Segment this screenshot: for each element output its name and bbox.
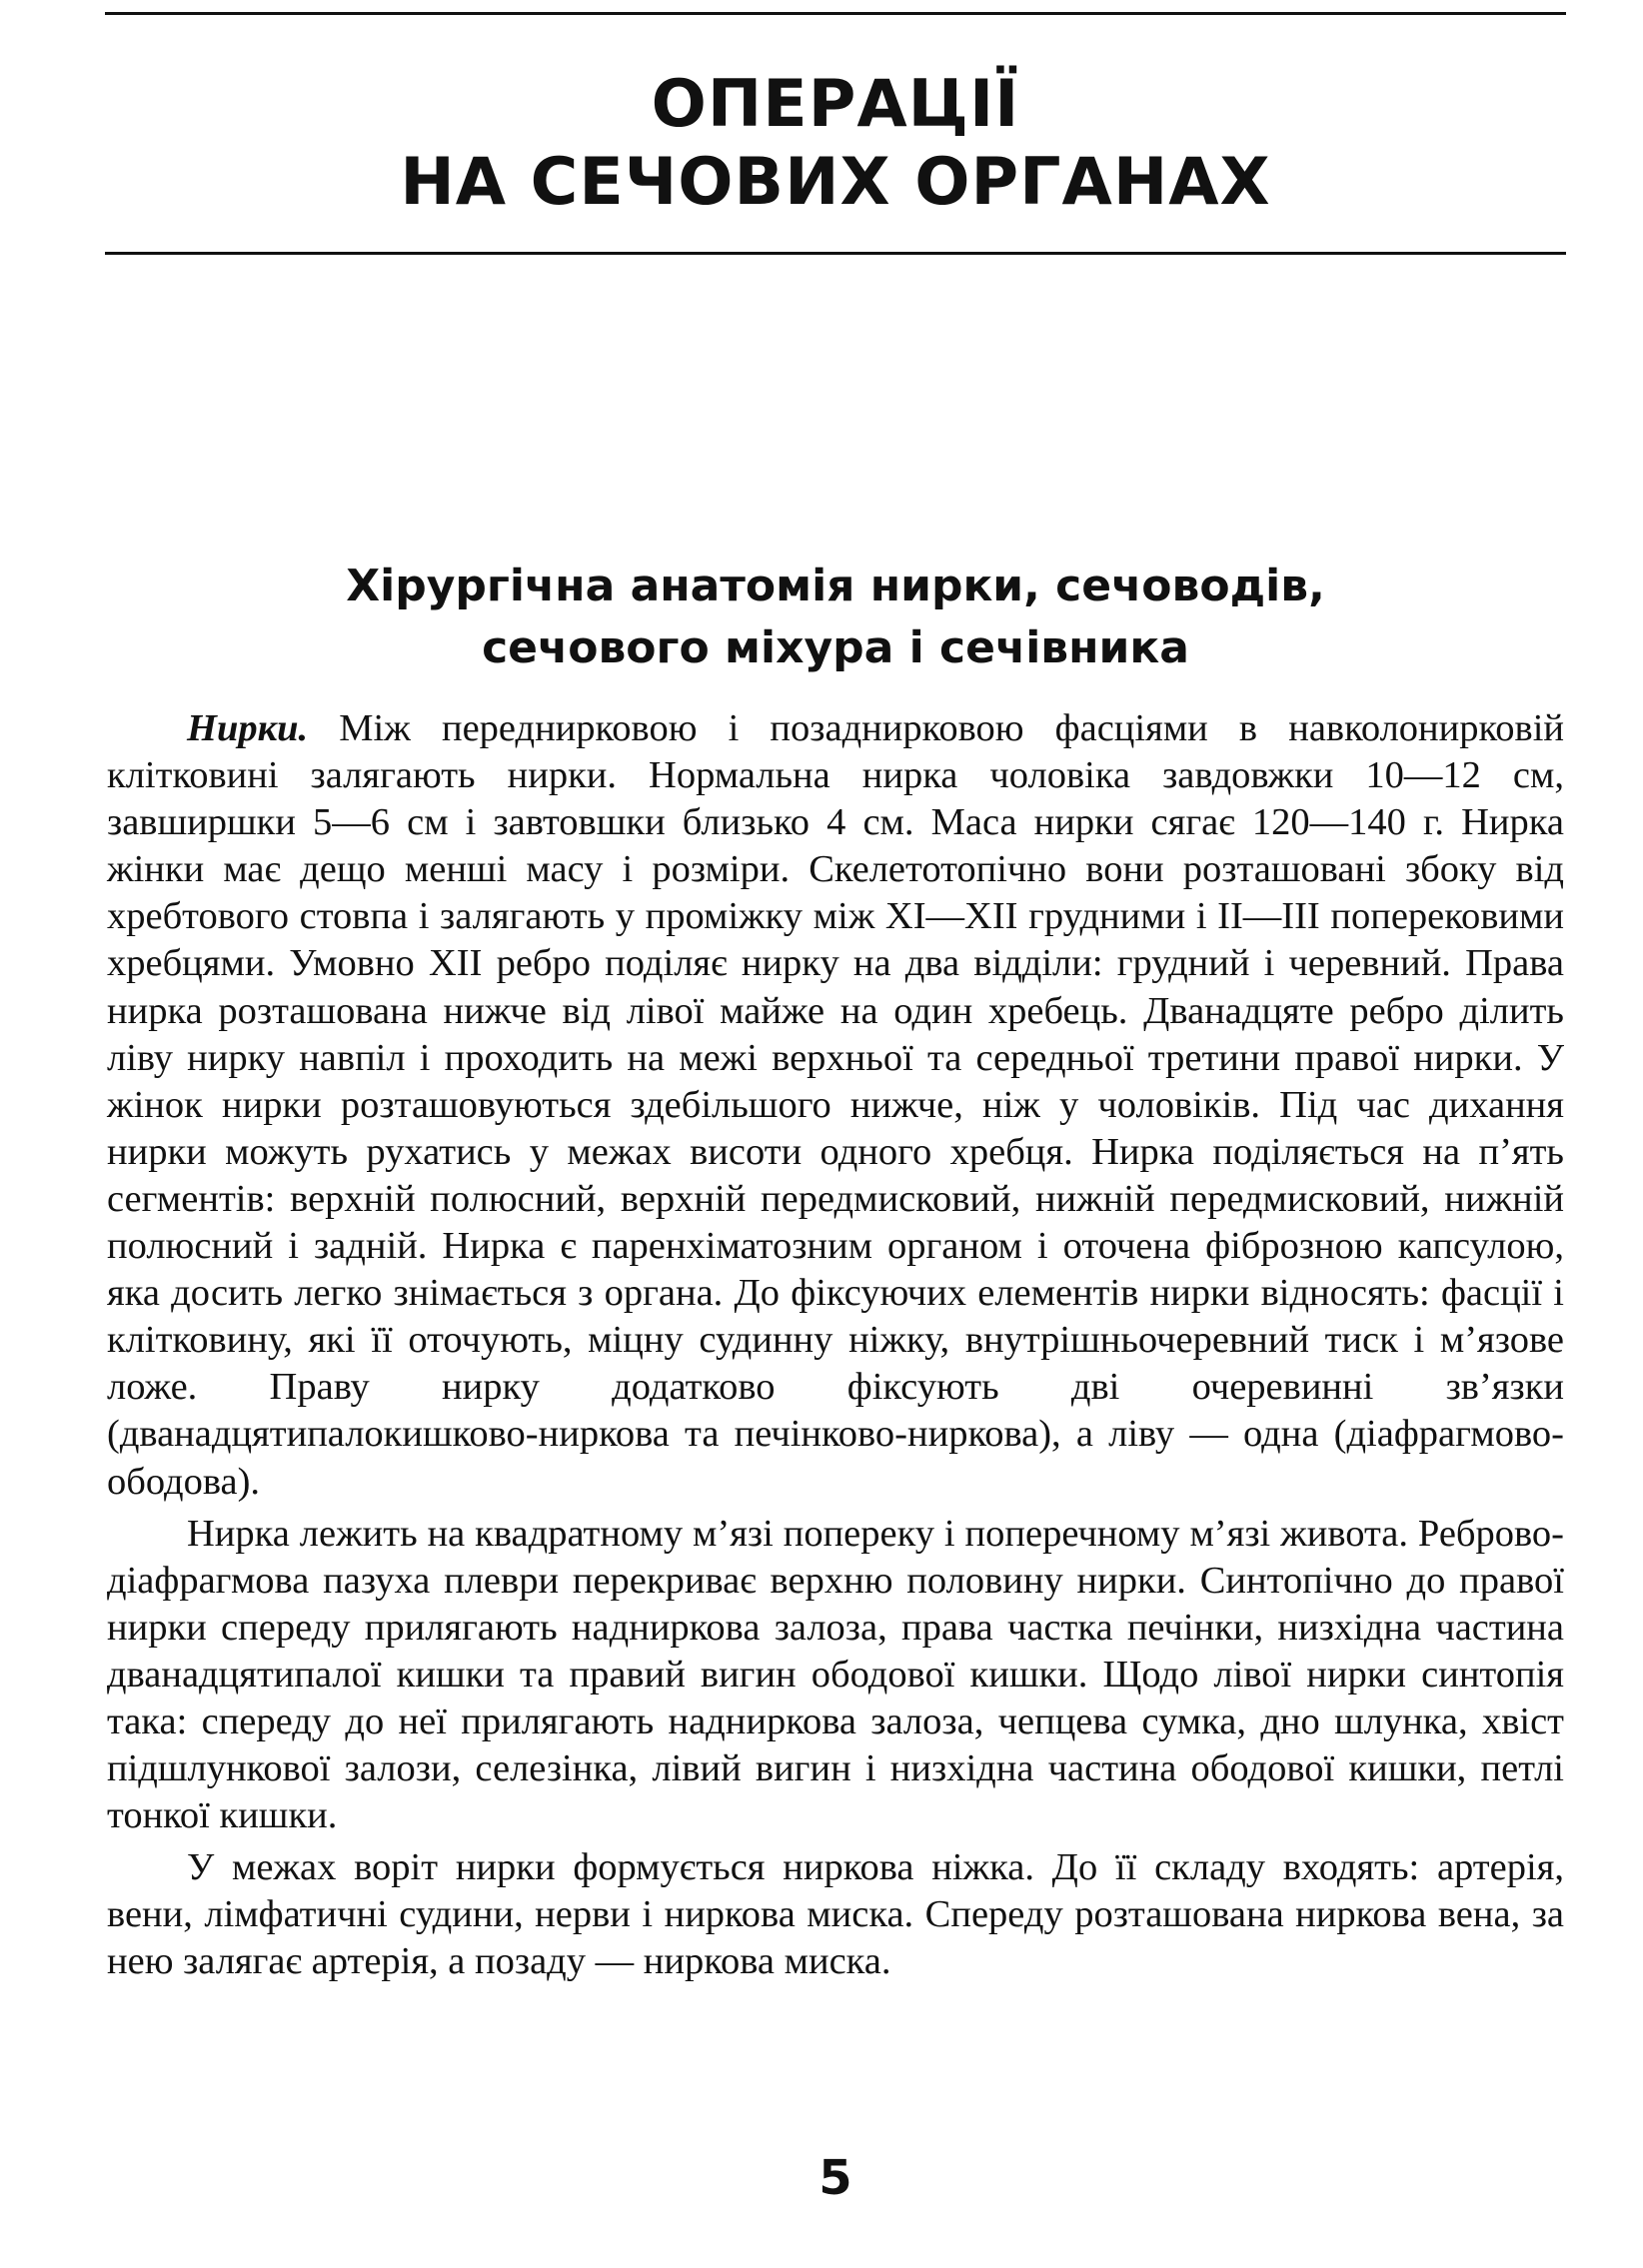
paragraph-kidneys [107, 705, 1564, 1506]
paragraph-renal-pedicle: У межах воріт нирки формується ниркова ніжка. До її складу входять: артерія, вени, лімфатичні судини, нерви і ниркова миска. Спереду розташована ниркова вена, за нею залягає артерія, а позаду — ниркова миска. [107, 1846, 1564, 1983]
page-number: 5 [819, 2150, 852, 2206]
title-bottom-rule [105, 252, 1566, 255]
chapter-title-line-2: НА СЕЧОВИХ ОРГАНАХ [400, 145, 1271, 220]
section-title-line-1: Хірургічна анатомія нирки, сечоводів, [346, 561, 1325, 611]
chapter-title [105, 66, 1566, 222]
chapter-title-line-1: ОПЕРАЦІЇ [651, 67, 1020, 142]
paragraph-text: Між переднирковою і позаднирковою фасціями в навколонирковій клітковині залягають нирки. Нормальна нирка чоловіка завдовжки 10—12 см, завширшки 5—6 см і завтовшки близько 4 см. Маса нирки сягає 120—140 г. Нирка жінки має дещо менші масу і розміри. Скелетотопічно вони розташовані збоку від хребтового стовпа і залягають у проміжку між XI—XII грудними і II—III поперековими хребцями. Умовно XII ребро поділяє нирку на два відділи: грудний і черевний. Права нирка розташована нижче від лівої майже на один хребець. Дванадцяте ребро ділить ліву нирку навпіл і проходить на межі верхньої та середньої третини правої нирки. У жінок нирки розташовуються здебільшого нижче, ніж у чоловіків. Під час дихання нирки можуть рухатись у межах висоти одного хребця. Нирка поділяється на п’ять сегментів: верхній полюсний, верхній передмисковий, нижній передмисковий, нижній полюсний і задній. Нирка є паренхіматозним органом і оточена фіброзною капсулою, яка досить легко знімається з органа. До фіксуючих елементів нирки відносять: фасції і клітковину, які її оточують, міцну судинну ніжку, внутрішньочеревний тиск і м’язове ложе. Праву нирку додатково фіксують дві очеревинні зв’язки (дванадцятипалокишково-ниркова та печінково-ниркова), а ліву — одна (діафрагмово-ободова). [107, 707, 1564, 1503]
section-title-line-2: сечового міхура і сечівника [482, 622, 1189, 673]
body-text [107, 705, 1564, 1986]
paragraph-syntopy: Нирка лежить на квадратному м’язі попереку і поперечному м’язі живота. Реброво-діафрагмова пазуха плеври перекриває верхню половину нирки. Синтопічно до правої нирки спереду прилягають надниркова залоза, права частка печінки, низхідна частина дванадцятипалої кишки та правий вигин ободової кишки. Щодо лівої нирки синтопія така: спереду до неї прилягають надниркова залоза, чепцева сумка, дно шлунка, хвіст підшлункової залози, селезінка, лівий вигин і низхідна частина ободової кишки, петлі тонкої кишки. [107, 1512, 1564, 1837]
top-rule [105, 12, 1566, 15]
run-in-heading: Нирки. [187, 707, 309, 749]
section-title [105, 556, 1566, 679]
